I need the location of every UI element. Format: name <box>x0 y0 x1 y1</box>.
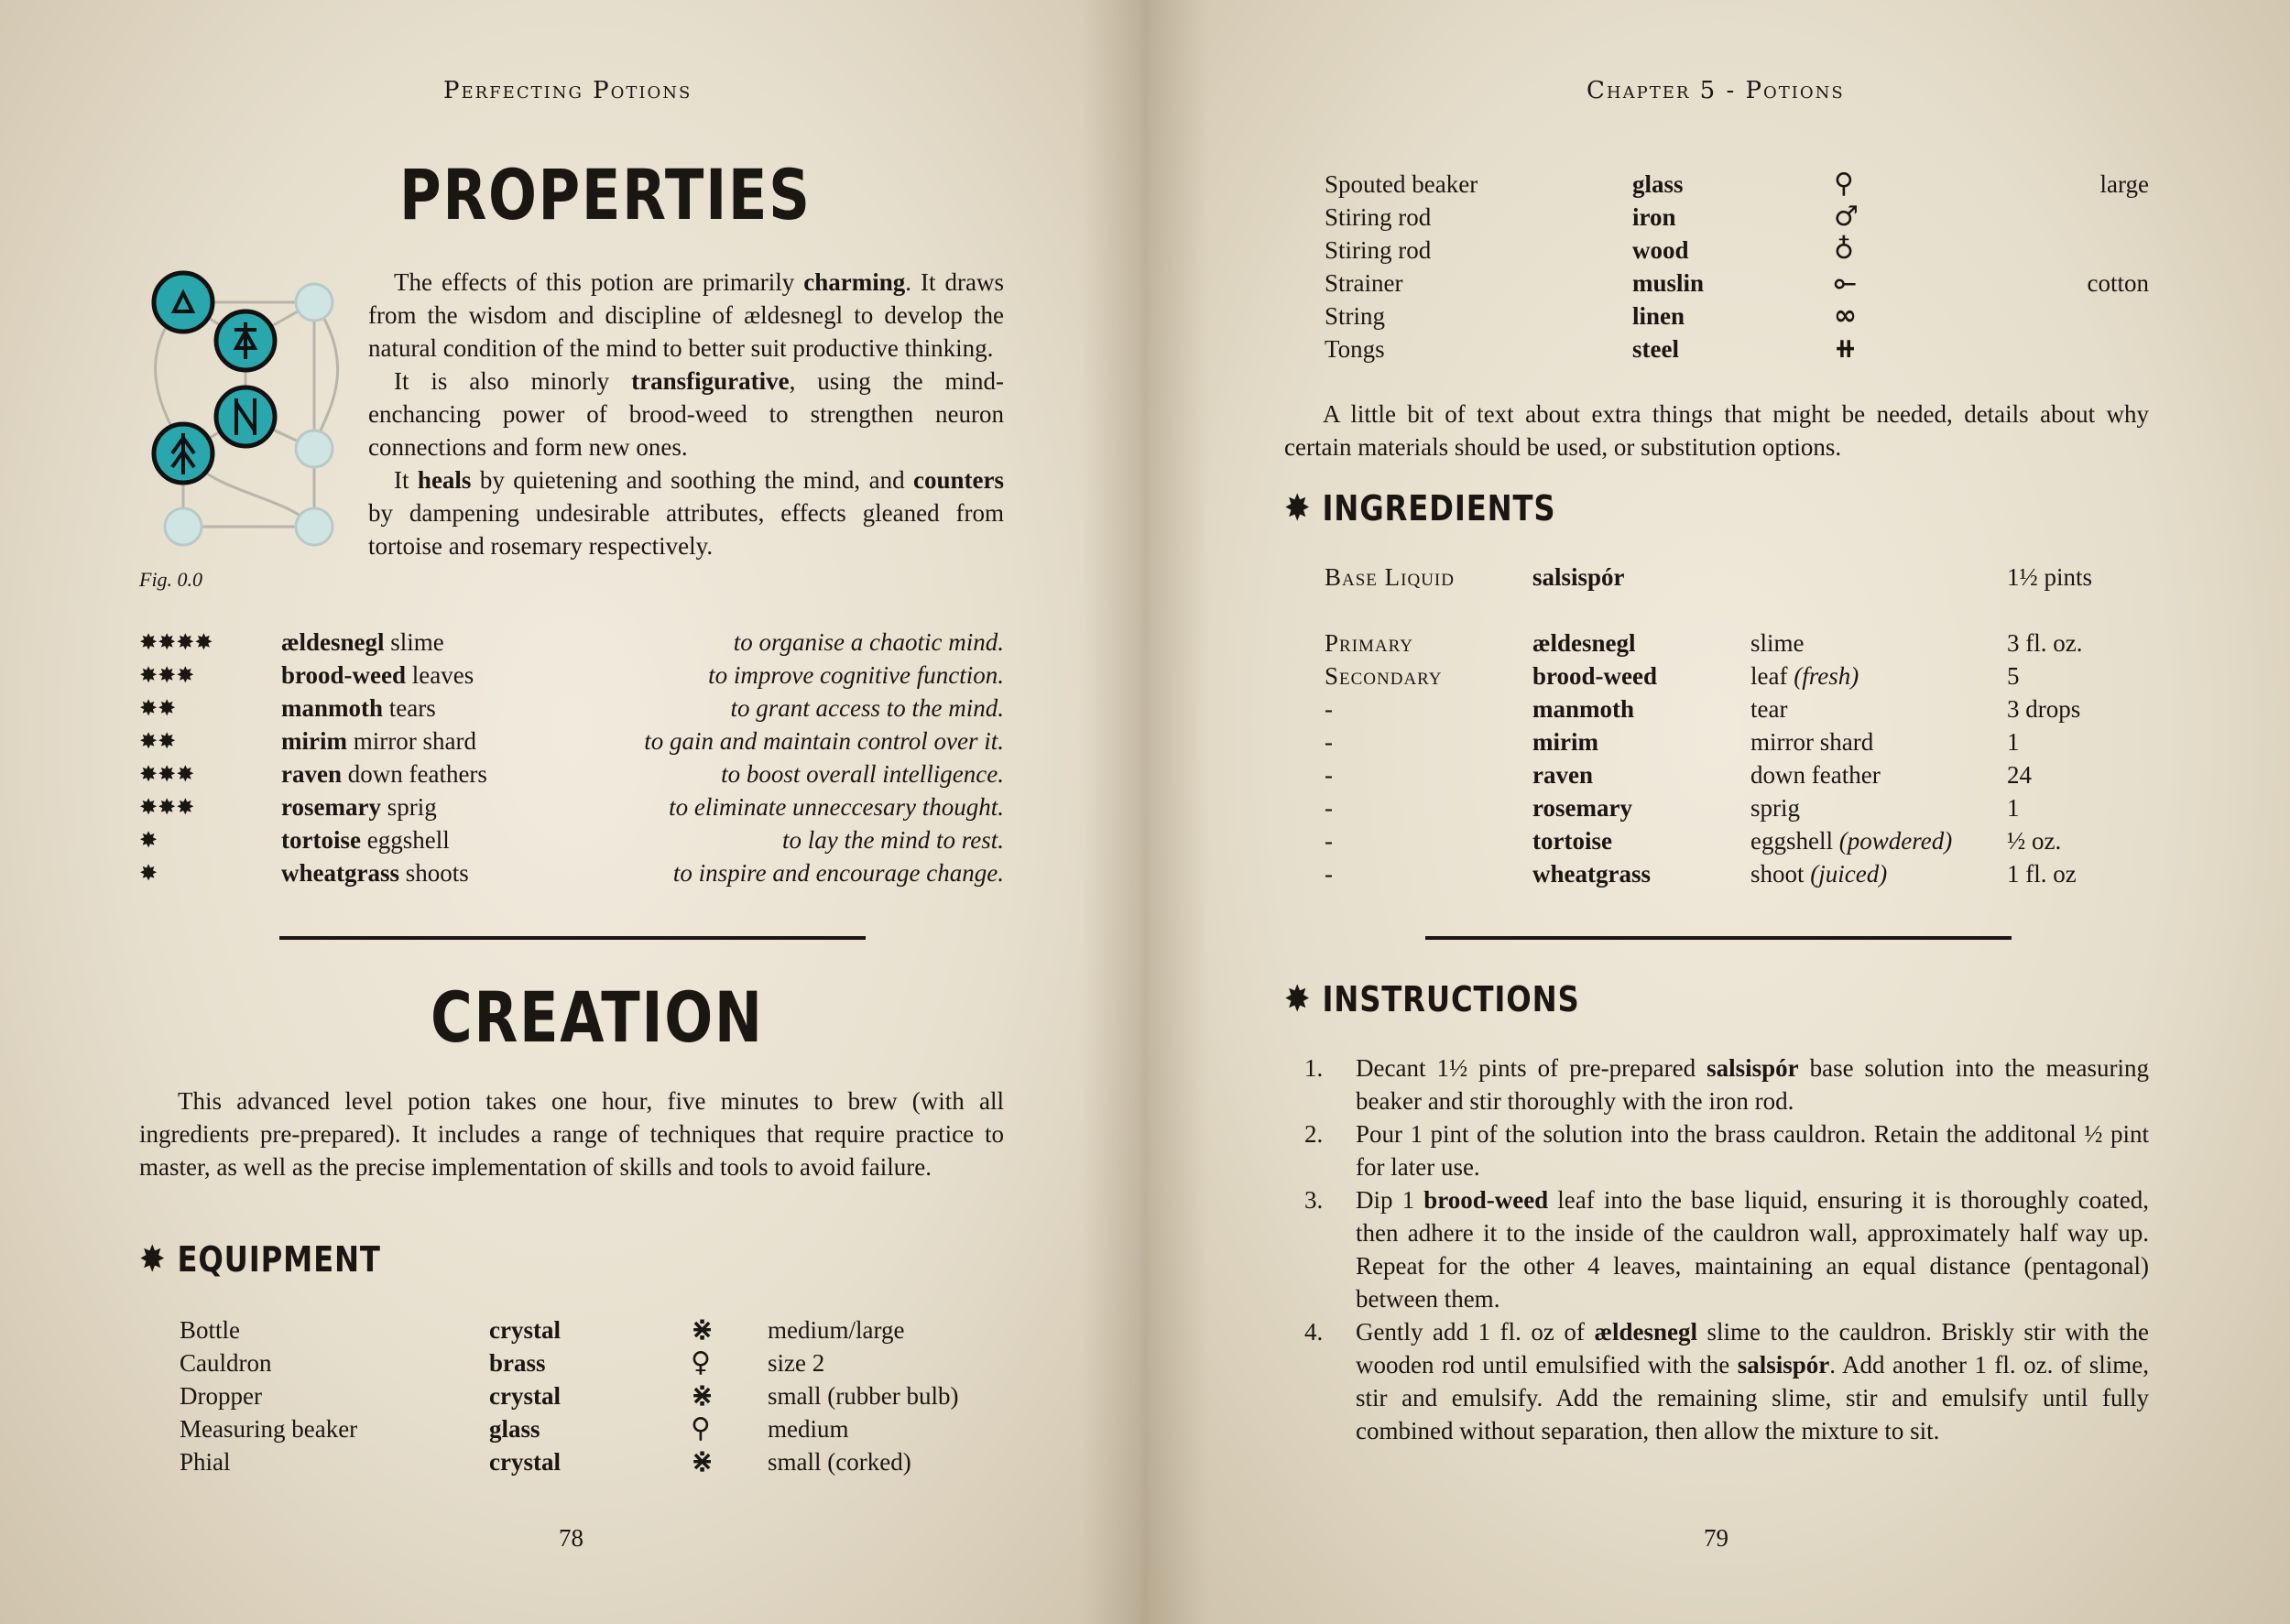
equipment-heading-label: EQUIPMENT <box>177 1239 381 1280</box>
material-symbol-icon: ⚲ <box>1834 168 1854 200</box>
ingredient-purpose: to gain and maintain control over it. <box>644 727 1004 755</box>
rating-stars: ✸✸✸ <box>139 662 195 688</box>
material-symbol-icon: ⟜ <box>1834 267 1856 299</box>
equipment-material: steel <box>1632 335 1679 363</box>
ingredient-amount: 3 drops <box>2007 695 2081 723</box>
keyword: ældesnegl <box>1594 1318 1697 1346</box>
instruction-step <box>1304 1117 2149 1183</box>
ingredient-part: eggshell <box>366 826 450 854</box>
ingredient-amount: 24 <box>2007 761 2032 789</box>
creation-paragraph: This advanced level potion takes one hour, five minutes to brew (with all ingredients pre-prepared). It includes a range of techniques that require practice to master, as well as the precise implementation of skills and tools to avoid failure. <box>139 1087 1004 1181</box>
equipment-item: Measuring beaker <box>180 1415 358 1443</box>
ingredient-name: ældesnegl <box>281 628 385 656</box>
rating-stars: ✸✸ <box>139 728 177 754</box>
properties-paragraph <box>368 463 1004 562</box>
ingredient-name: raven <box>1532 761 1593 789</box>
ingredient-purpose: to inspire and encourage change. <box>672 859 1004 887</box>
equipment-material: crystal <box>489 1382 561 1410</box>
ingredient-name: manmoth <box>1532 695 1635 723</box>
equipment-material: crystal <box>489 1316 561 1344</box>
text-run: Decant 1½ pints of pre-prepared <box>1356 1054 1707 1082</box>
ingredient-part: slime <box>390 628 444 656</box>
equipment-note: medium <box>768 1415 849 1443</box>
ingredient-role: Primary <box>1325 629 1413 657</box>
book-gutter <box>1081 0 1209 1624</box>
rating-stars: ✸✸✸✸ <box>139 629 213 655</box>
ingredient-role: Base Liquid <box>1325 563 1455 591</box>
text-run: . It draws from the wisdom and discipline of ældesnegl to develop the natural condition of the mind to better suit productive thinking. <box>368 268 1004 362</box>
step-number: 4. <box>1304 1318 1324 1346</box>
text-run: Gently add 1 fl. oz of <box>1356 1318 1595 1346</box>
ingredient-name: wheatgrass <box>1532 860 1651 888</box>
equipment-material: linen <box>1632 302 1685 330</box>
ingredient-amount: 1 fl. oz <box>2007 860 2077 888</box>
ingredient-name: rosemary <box>281 793 381 821</box>
ingredient-name: manmoth <box>281 694 384 722</box>
instruction-step <box>1304 1052 2149 1117</box>
equipment-material: iron <box>1632 203 1676 231</box>
section-divider <box>279 936 866 940</box>
ingredient-name: salsispór <box>1532 563 1625 591</box>
ingredient-part: leaves <box>411 661 474 689</box>
keyword: brood-weed <box>1423 1186 1549 1214</box>
equipment-note-paragraph: A little bit of text about extra things that might be needed, details about why certain materials should be used, or substitution options. <box>1284 400 2149 461</box>
running-head-right: Chapter 5 - Potions <box>1587 77 1845 104</box>
ingredient-purpose: to organise a chaotic mind. <box>733 628 1004 656</box>
text-run: Dip 1 <box>1356 1186 1424 1214</box>
ingredient-name: brood-weed <box>1532 662 1658 690</box>
keyword-heals: heals <box>417 466 472 494</box>
step-number: 2. <box>1304 1120 1324 1148</box>
text-run: Pour 1 pint of the solution into the brass cauldron. Retain the additonal ½ pint for later use. <box>1356 1120 2149 1181</box>
star-bullet-icon: ✸ <box>139 1238 167 1281</box>
properties-paragraph <box>368 266 1004 365</box>
material-symbol-icon: ♁ <box>1834 234 1854 266</box>
keyword: salsispór <box>1737 1351 1830 1379</box>
ingredient-name: tortoise <box>1532 827 1612 855</box>
instructions-heading <box>1284 978 1580 1020</box>
ingredient-part: eggshell <box>1750 827 1833 855</box>
figure-caption: Fig. 0.0 <box>139 568 203 591</box>
rune-diagram-figure <box>136 266 352 559</box>
properties-title: PROPERTIES <box>399 154 812 235</box>
text-run: by quietening and soothing the mind, and <box>471 466 914 494</box>
ingredient-role: Secondary <box>1325 662 1443 690</box>
ingredient-part: slime <box>1750 629 1805 657</box>
equipment-item: Tongs <box>1325 335 1385 363</box>
ingredient-name: rosemary <box>1532 794 1632 822</box>
ingredient-amount: 1½ pints <box>2007 563 2093 591</box>
text-run: , using the mind-enchancing power of brood-weed to strengthen neuron connections and form new ones. <box>368 367 1004 461</box>
material-symbol-icon: ⋇ <box>691 1445 714 1477</box>
material-symbol-icon: ♂ <box>1834 201 1859 233</box>
text-run: It <box>394 466 418 494</box>
ingredient-amount: 1 <box>2007 794 2020 822</box>
ingredient-name: wheatgrass <box>281 859 399 887</box>
text-run: by dampening undesirable attributes, effects gleaned from tortoise and rosemary respectively. <box>368 499 1004 560</box>
equipment-item: String <box>1325 302 1386 330</box>
ingredient-part: shoots <box>405 859 469 887</box>
equipment-note: small (corked) <box>768 1448 911 1476</box>
text-run: slime to the cauldron. Briskly stir with the wooden rod until emulsified with the <box>1356 1318 2149 1379</box>
keyword-counters: counters <box>913 466 1004 494</box>
ingredient-part: tears <box>388 694 436 722</box>
properties-paragraph <box>368 365 1004 463</box>
equipment-note: cotton <box>2087 269 2149 297</box>
equipment-item: Stiring rod <box>1325 236 1432 264</box>
equipment-item: Cauldron <box>180 1349 272 1377</box>
ingredient-role: - <box>1325 860 1333 888</box>
star-bullet-icon: ✸ <box>1284 487 1312 529</box>
ingredients-heading-label: INGREDIENTS <box>1322 488 1556 529</box>
ingredient-amount: 5 <box>2007 662 2020 690</box>
ingredient-purpose: to boost overall intelligence. <box>721 760 1004 788</box>
ingredient-purpose: to grant access to the mind. <box>730 694 1004 722</box>
ingredient-name: ældesnegl <box>1532 629 1636 657</box>
right-page <box>1145 0 2290 1624</box>
instructions-heading-label: INSTRUCTIONS <box>1322 979 1580 1019</box>
ingredient-name: tortoise <box>281 826 361 854</box>
ingredients-heading <box>1284 487 1556 529</box>
ingredient-part: tear <box>1750 695 1788 723</box>
ingredient-role: - <box>1325 827 1333 855</box>
equipment-item: Strainer <box>1325 269 1403 297</box>
instruction-step <box>1304 1183 2149 1315</box>
ingredient-name: mirim <box>281 727 347 755</box>
equipment-note: small (rubber bulb) <box>768 1382 959 1410</box>
ingredient-name: raven <box>281 760 342 788</box>
equipment-item: Dropper <box>180 1382 262 1410</box>
equipment-note: size 2 <box>768 1349 825 1377</box>
ingredient-amount: ½ oz. <box>2007 827 2062 855</box>
ingredient-amount: 3 fl. oz. <box>2007 629 2083 657</box>
ingredient-role: - <box>1325 794 1333 822</box>
ingredient-name: brood-weed <box>281 661 407 689</box>
equipment-note: medium/large <box>768 1316 905 1344</box>
ingredient-part: mirror shard <box>353 727 476 755</box>
equipment-heading <box>139 1238 381 1281</box>
ingredient-part-note: (fresh) <box>1794 662 1859 690</box>
keyword: salsispór <box>1707 1054 1799 1082</box>
ingredient-role: - <box>1325 761 1333 789</box>
material-symbol-icon: ∞ <box>1834 300 1857 332</box>
keyword-charming: charming <box>803 268 906 296</box>
ingredient-part: mirror shard <box>1750 728 1874 756</box>
instruction-step <box>1304 1315 2149 1447</box>
equipment-material: crystal <box>489 1448 561 1476</box>
material-symbol-icon: ♀ <box>691 1346 711 1379</box>
rating-stars: ✸✸✸ <box>139 794 195 820</box>
equipment-item: Spouted beaker <box>1325 170 1478 198</box>
running-head-left: Perfecting Potions <box>443 77 692 104</box>
ingredient-part: down feather <box>1750 761 1881 789</box>
ingredient-purpose: to eliminate unneccesary thought. <box>669 793 1004 821</box>
ingredient-purpose: to lay the mind to rest. <box>782 826 1004 854</box>
star-bullet-icon: ✸ <box>1284 978 1312 1020</box>
equipment-material: glass <box>489 1415 540 1443</box>
rating-stars: ✸ <box>139 860 158 886</box>
step-number: 3. <box>1304 1186 1324 1214</box>
ingredient-role: - <box>1325 728 1333 756</box>
equipment-material: wood <box>1632 236 1689 264</box>
ingredient-part: sprig <box>1750 794 1800 822</box>
page-number-left: 78 <box>559 1524 583 1552</box>
section-divider <box>1425 936 2012 940</box>
text-run: The effects of this potion are primarily <box>394 268 804 296</box>
rating-stars: ✸ <box>139 827 158 853</box>
text-run: base solution into the measuring beaker and stir thoroughly with the iron rod. <box>1356 1054 2149 1115</box>
material-symbol-icon: ⋇ <box>691 1313 714 1346</box>
ingredient-role: - <box>1325 695 1333 723</box>
material-symbol-icon: ⧺ <box>1834 332 1858 365</box>
ingredient-purpose: to improve cognitive function. <box>708 661 1004 689</box>
equipment-material: brass <box>489 1349 546 1377</box>
ingredient-part-note: (juiced) <box>1810 860 1888 888</box>
properties-text <box>368 266 1004 562</box>
text-run: It is also minorly <box>394 367 632 395</box>
material-symbol-icon: ⋇ <box>691 1379 714 1411</box>
instructions-list <box>1304 1052 2149 1447</box>
equipment-material: glass <box>1632 170 1684 198</box>
ingredient-amount: 1 <box>2007 728 2020 756</box>
keyword-transfigurative: transfigurative <box>631 367 790 395</box>
ingredient-part: sprig <box>387 793 437 821</box>
ingredient-part: shoot <box>1750 860 1805 888</box>
equipment-item: Stiring rod <box>1325 203 1432 231</box>
equipment-material: muslin <box>1632 269 1705 297</box>
step-number: 1. <box>1304 1054 1324 1082</box>
rating-stars: ✸✸ <box>139 695 177 721</box>
text-run: leaf into the base liquid, ensuring it is thoroughly coated, then adhere it to the inside of the cauldron wall, approximately half way up. Repeat for the other 4 leaves, maintaining an equal distance (pentagonal) between them. <box>1356 1186 2149 1313</box>
ingredient-part-note: (powdered) <box>1838 827 1953 855</box>
equipment-item: Bottle <box>180 1316 240 1344</box>
ingredient-part: down feathers <box>347 760 487 788</box>
text-run: . Add another 1 fl. oz. of slime, stir and emulsify. Add the remaining slime, stir and emulsify until fully combined without separation, then allow the mixture to sit. <box>1356 1351 2149 1444</box>
rating-stars: ✸✸✸ <box>139 761 195 787</box>
page-number-right: 79 <box>1704 1524 1728 1552</box>
material-symbol-icon: ⚲ <box>691 1412 711 1444</box>
equipment-item: Phial <box>180 1448 231 1476</box>
equipment-note: large <box>2099 170 2149 198</box>
ingredient-name: mirim <box>1532 728 1598 756</box>
creation-title: CREATION <box>431 976 764 1058</box>
ingredient-part: leaf <box>1750 662 1788 690</box>
